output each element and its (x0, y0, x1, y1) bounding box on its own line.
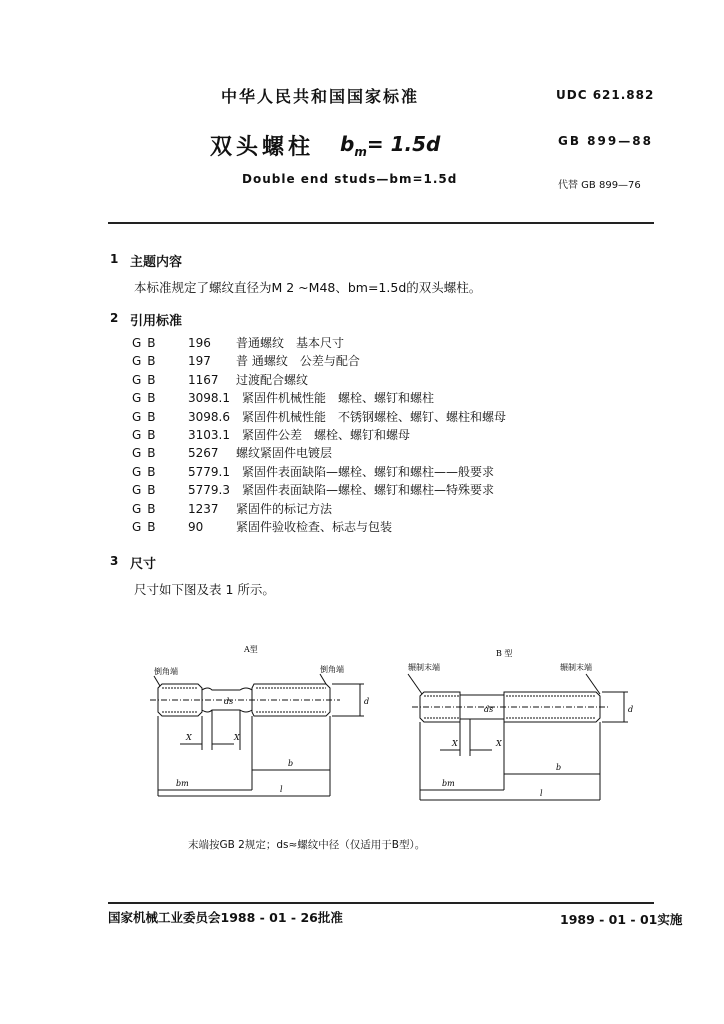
type-b-label: B 型 (496, 649, 513, 658)
ref-title: 紧固件公差 螺栓、螺钉和螺母 (242, 427, 411, 442)
dim-d-b: d (628, 705, 634, 714)
ref-title: 紧固件机械性能 不锈钢螺栓、螺钉、螺柱和螺母 (242, 409, 507, 424)
reference-item (132, 352, 506, 370)
ref-code: GB (132, 483, 162, 498)
ref-code: GB (132, 446, 162, 461)
reference-item (132, 426, 506, 444)
ref-code: GB (132, 336, 162, 350)
stud-type-b-drawing (408, 674, 628, 800)
approval-line: 国家机械工业委员会1988 - 01 - 26批准 (108, 910, 343, 925)
dim-l-b: l (540, 789, 543, 798)
ref-title: 普 通螺纹 公差与配合 (236, 354, 360, 369)
ref-number: 3098.6 (188, 409, 230, 424)
ref-title: 紧固件表面缺陷—螺栓、螺钉和螺柱—特殊要求 (242, 483, 495, 498)
ref-number: 5779.3 (188, 483, 230, 498)
dim-x-a2: X (234, 733, 240, 742)
ref-code: GB (132, 464, 162, 479)
section-1-text: 本标准规定了螺纹直径为M 2 ~M48、bm=1.5d的双头螺柱。 (134, 280, 482, 295)
ref-title: 紧固件验收检查、标志与包装 (236, 519, 393, 534)
reference-item (132, 481, 506, 499)
document-title: 双头螺柱 (210, 135, 315, 160)
ref-title: 螺纹紧固件电镀层 (236, 446, 333, 461)
gb-number: GB 899—88 (558, 134, 653, 148)
section-3-heading: 尺寸 (130, 557, 157, 572)
chamfer-end-label-right: 倒角端 (320, 665, 344, 674)
section-1-number: 1 (110, 252, 119, 266)
ref-title: 过渡配合螺纹 (236, 372, 309, 387)
reference-item (132, 371, 506, 389)
reference-item (132, 444, 506, 462)
formula-tail: = 1.5d (366, 132, 441, 156)
dim-x-b1: X (452, 739, 458, 748)
dim-b-a: b (288, 759, 294, 768)
figure-note: 末端按GB 2规定；ds≈螺纹中径（仅适用于B型）。 (188, 839, 426, 851)
section-2-number: 2 (110, 311, 119, 325)
effective-date: 1989 - 01 - 01实施 (560, 912, 683, 927)
ref-code: GB (132, 372, 162, 387)
ref-code: GB (132, 427, 162, 442)
reference-item (132, 408, 506, 426)
ref-title: 紧固件表面缺陷—螺栓、螺钉和螺柱——般要求 (242, 464, 495, 479)
footer-rule (108, 902, 654, 904)
standard-title: 中华人民共和国国家标准 (220, 87, 419, 106)
dim-x-b2: X (496, 739, 502, 748)
ref-number: 196 (188, 336, 211, 350)
dim-x-a1: X (186, 733, 192, 742)
dim-ds-b: ds (484, 705, 494, 714)
rolled-end-label-right: 辗制末端 (560, 663, 592, 672)
english-title: Double end studs—bm=1.5d (242, 172, 458, 186)
replaces-note: 代替 GB 899—76 (558, 180, 641, 191)
dim-b-b: b (556, 763, 562, 772)
ref-title: 紧固件的标记方法 (236, 501, 333, 516)
ref-code: GB (132, 501, 162, 516)
rolled-end-label-left: 辗制末端 (408, 663, 440, 672)
udc-number: UDC 621.882 (556, 88, 655, 102)
ref-code: GB (132, 354, 162, 369)
dim-d-a: d (364, 697, 370, 706)
ref-number: 1167 (188, 372, 219, 387)
dim-bm-b: bm (442, 779, 455, 788)
section-2-heading: 引用标准 (130, 314, 183, 329)
header-rule (108, 222, 654, 224)
ref-number: 197 (188, 354, 211, 369)
section-3-text: 尺寸如下图及表 1 所示。 (134, 582, 275, 597)
ref-number: 1237 (188, 501, 219, 516)
type-a-label: A型 (244, 645, 258, 654)
ref-number: 3098.1 (188, 391, 230, 406)
ref-number: 3103.1 (188, 427, 230, 442)
stud-dimension-figure (140, 640, 640, 820)
reference-item (132, 518, 506, 536)
dim-ds-a: ds (224, 697, 234, 706)
dim-l-a: l (280, 785, 283, 794)
reference-item (132, 389, 506, 407)
reference-item (132, 500, 506, 518)
section-3-number: 3 (110, 554, 119, 568)
ref-title: 普通螺纹 基本尺寸 (236, 336, 345, 350)
ref-number: 90 (188, 519, 204, 534)
ref-code: GB (132, 391, 162, 406)
formula-sub: m (354, 145, 367, 159)
reference-list (132, 334, 506, 536)
document-title-formula (340, 132, 440, 159)
stud-type-a-drawing (150, 674, 364, 796)
reference-item (132, 463, 506, 481)
reference-item (132, 334, 506, 352)
ref-number: 5779.1 (188, 464, 230, 479)
ref-code: GB (132, 519, 162, 534)
section-1-heading: 主题内容 (130, 255, 183, 270)
ref-title: 紧固件机械性能 螺栓、螺钉和螺柱 (242, 391, 435, 406)
ref-code: GB (132, 409, 162, 424)
dim-bm-a: bm (176, 779, 189, 788)
chamfer-end-label-left: 倒角端 (154, 667, 178, 676)
ref-number: 5267 (188, 446, 219, 461)
formula-b: b (340, 132, 355, 156)
